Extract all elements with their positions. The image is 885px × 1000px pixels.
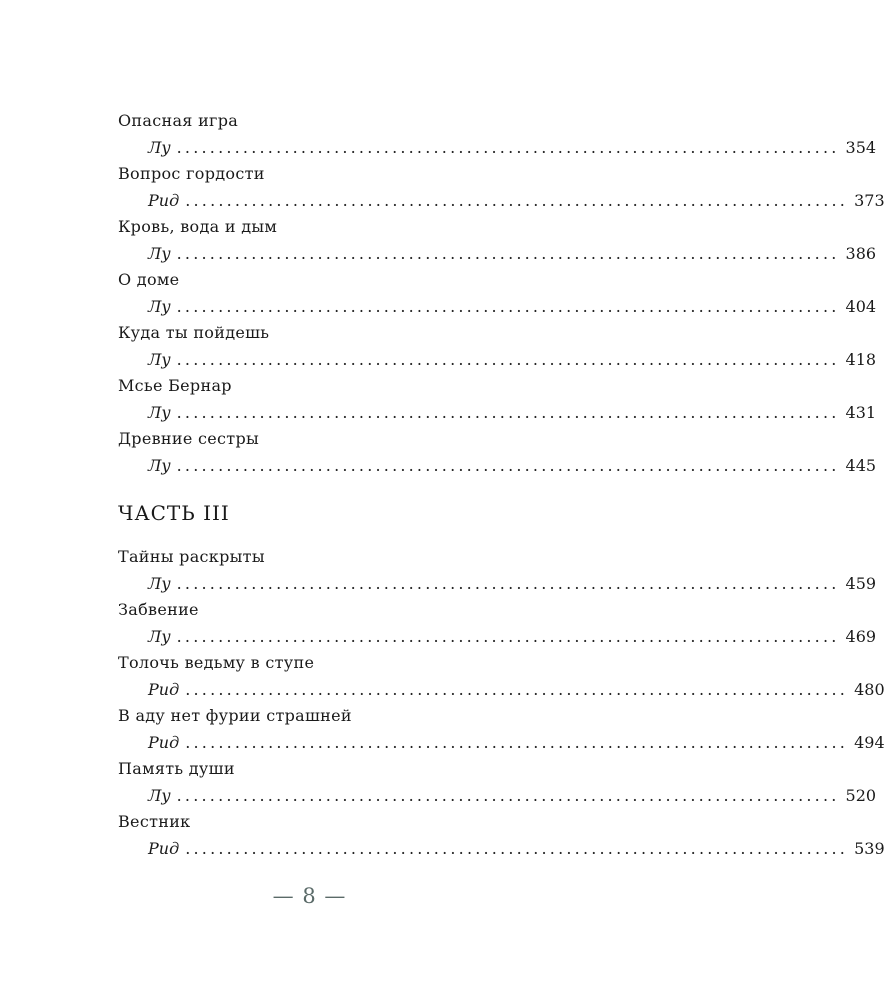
chapter-narrator: Рид [148, 191, 180, 210]
chapter-page-number: 373 [854, 191, 885, 210]
dot-leader: ................................................................................ [185, 733, 849, 752]
chapter-title: Забвение [118, 600, 199, 619]
chapter-page-number: 469 [845, 627, 877, 646]
toc-entry [118, 429, 877, 483]
chapter-leader-line [118, 239, 877, 263]
toc-entry [118, 323, 877, 377]
chapter-leader-line [118, 292, 877, 316]
toc-entry [118, 111, 877, 165]
dot-leader: ................................................................................ [185, 191, 849, 210]
chapter-leader-line [118, 186, 885, 210]
chapter-title: Опасная игра [118, 111, 239, 130]
part-heading: ЧАСТЬ III [118, 501, 230, 525]
dot-leader: ................................................................................ [176, 627, 840, 646]
chapter-page-number: 520 [845, 786, 877, 805]
dot-leader: ................................................................................ [176, 350, 840, 369]
chapter-title: Толочь ведьму в ступе [118, 653, 315, 672]
chapter-narrator: Лу [148, 574, 171, 593]
chapter-title: Куда ты пойдешь [118, 323, 270, 342]
page-number-folio: — 8 — [272, 884, 347, 908]
chapter-page-number: 404 [845, 297, 877, 316]
chapter-leader-line [118, 569, 877, 593]
chapter-leader-line [118, 728, 885, 752]
chapter-page-number: 431 [845, 403, 877, 422]
toc-entry [118, 217, 877, 271]
chapter-narrator: Лу [148, 350, 171, 369]
chapter-narrator: Лу [148, 627, 171, 646]
chapter-narrator: Лу [148, 456, 171, 475]
chapter-page-number: 445 [845, 456, 877, 475]
toc-entry [118, 376, 877, 430]
chapter-narrator: Лу [148, 138, 171, 157]
chapter-page-number: 418 [845, 350, 877, 369]
toc-entry [118, 164, 885, 218]
toc-entry [118, 812, 885, 866]
chapter-leader-line [118, 451, 877, 475]
dot-leader: ................................................................................ [176, 244, 840, 263]
chapter-page-number: 494 [854, 733, 885, 752]
chapter-narrator: Лу [148, 297, 171, 316]
chapter-leader-line [118, 622, 877, 646]
chapter-narrator: Рид [148, 839, 180, 858]
chapter-title: Вестник [118, 812, 191, 831]
chapter-leader-line [118, 133, 877, 157]
chapter-leader-line [118, 834, 885, 858]
chapter-page-number: 386 [845, 244, 877, 263]
chapter-page-number: 354 [845, 138, 877, 157]
toc-entry [118, 706, 885, 760]
chapter-page-number: 459 [845, 574, 877, 593]
dot-leader: ................................................................................ [176, 403, 840, 422]
toc-entry [118, 600, 877, 654]
dot-leader: ................................................................................ [176, 786, 840, 805]
toc-entry [118, 547, 877, 601]
dot-leader: ................................................................................ [176, 138, 840, 157]
dot-leader: ................................................................................ [185, 680, 849, 699]
toc-entry [118, 759, 877, 813]
chapter-title: Кровь, вода и дым [118, 217, 278, 236]
dot-leader: ................................................................................ [176, 456, 840, 475]
toc-list-part-3 [118, 547, 885, 866]
toc-list-part-2 [118, 111, 885, 483]
chapter-title: В аду нет фурии страшней [118, 706, 352, 725]
chapter-leader-line [118, 345, 877, 369]
chapter-narrator: Рид [148, 680, 180, 699]
chapter-page-number: 480 [854, 680, 885, 699]
chapter-leader-line [118, 781, 877, 805]
dot-leader: ................................................................................ [176, 574, 840, 593]
chapter-title: Древние сестры [118, 429, 260, 448]
chapter-narrator: Лу [148, 786, 171, 805]
chapter-title: Память души [118, 759, 235, 778]
chapter-narrator: Лу [148, 244, 171, 263]
chapter-leader-line [118, 398, 877, 422]
chapter-title: Вопрос гордости [118, 164, 265, 183]
toc-entry [118, 270, 877, 324]
chapter-title: О доме [118, 270, 180, 289]
chapter-title: Тайны раскрыты [118, 547, 265, 566]
chapter-title: Мсье Бернар [118, 376, 232, 395]
dot-leader: ................................................................................ [176, 297, 840, 316]
chapter-leader-line [118, 675, 885, 699]
chapter-narrator: Рид [148, 733, 180, 752]
chapter-narrator: Лу [148, 403, 171, 422]
chapter-page-number: 539 [854, 839, 885, 858]
dot-leader: ................................................................................ [185, 839, 849, 858]
toc-entry [118, 653, 885, 707]
